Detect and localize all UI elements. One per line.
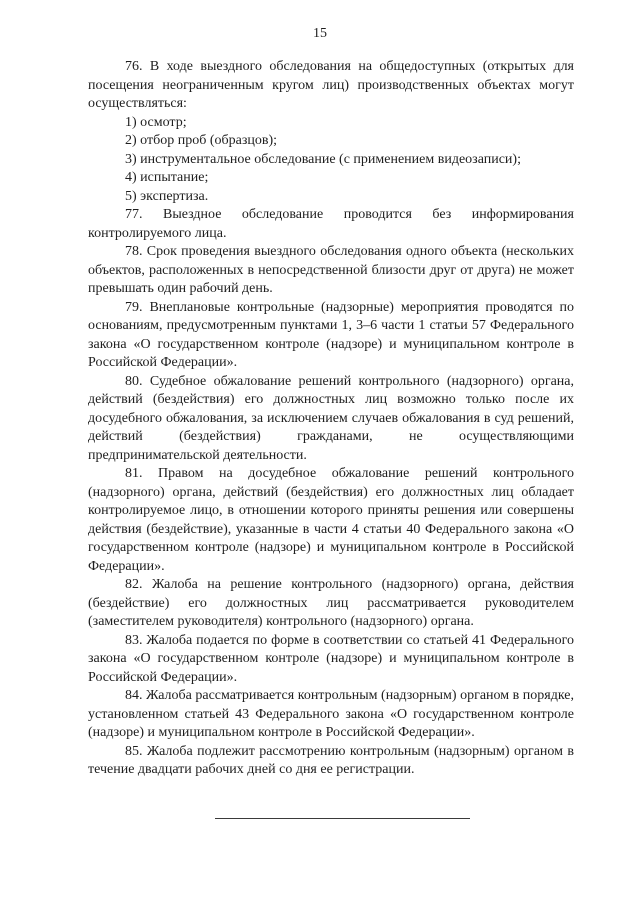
page-number: 15 <box>313 26 327 41</box>
paragraph-78: 78. Срок проведения выездного обследования одного объекта (нескольких объектов, расположенных в непосредственной близости друг от друга) не может превышать один рабочий день. <box>88 244 574 296</box>
list-item: 2) отбор проб (образцов); <box>125 133 278 148</box>
paragraph-76: 76. В ходе выездного обследования на общедоступных (открытых для посещения неограниченным кругом лиц) производственных объектах могут осуществляться: <box>88 59 574 111</box>
inspection-actions-list <box>88 114 574 207</box>
document-body <box>88 58 574 780</box>
paragraph-77: 77. Выездное обследование проводится без информирования контролируемого лица. <box>88 207 574 241</box>
paragraph-84: 84. Жалоба рассматривается контрольным (надзорным) органом в порядке, установленном статьей 43 Федерального закона «О государственном контроле (надзоре) и муниципальном контроле в Российской Федерации». <box>88 688 574 740</box>
list-item: 3) инструментальное обследование (с применением видеозаписи); <box>125 151 521 167</box>
paragraph-81: 81. Правом на досудебное обжалование решений контрольного (надзорного) органа, действий (бездействия) его должностных лиц обладает контролируемое лицо, в отношении которого приняты решения или совершены действия (бездействие), указанные в части 4 статьи 40 Федерального закона «О государственном контроле (надзоре) и муниципальном контроле в Российской Федерации». <box>88 466 574 574</box>
paragraph-83: 83. Жалоба подается по форме в соответствии со статьей 41 Федерального закона «О государственном контроле (надзоре) и муниципальном контроле в Российской Федерации». <box>88 632 574 685</box>
paragraph-82: 82. Жалоба на решение контрольного (надзорного) органа, действия (бездействие) его должностных лиц рассматривается руководителем (заместителем руководителя) контрольного (надзорного) органа. <box>88 577 574 629</box>
end-separator-line <box>215 818 470 819</box>
paragraph-80: 80. Судебное обжалование решений контрольного (надзорного) органа, действий (бездействия) его должностных лиц возможно только после их досудебного обжалования, за исключением случаев обжалования в суд решений, действий (бездействия) гражданами, не осуществляющими предпринимательской деятельности. <box>88 373 574 463</box>
list-item: 1) осмотр; <box>125 114 187 130</box>
list-item: 5) экспертиза. <box>125 188 209 204</box>
list-item: 4) испытание; <box>125 170 209 185</box>
paragraph-85: 85. Жалоба подлежит рассмотрению контрольным (надзорным) органом в течение двадцати рабочих дней со дня ее регистрации. <box>88 743 574 777</box>
paragraph-79: 79. Внеплановые контрольные (надзорные) мероприятия проводятся по основаниям, предусмотренным пунктами 1, 3–6 части 1 статьи 57 Федерального закона «О государственном контроле (надзоре) и муниципальном контроле в Российской Федерации». <box>88 299 574 370</box>
